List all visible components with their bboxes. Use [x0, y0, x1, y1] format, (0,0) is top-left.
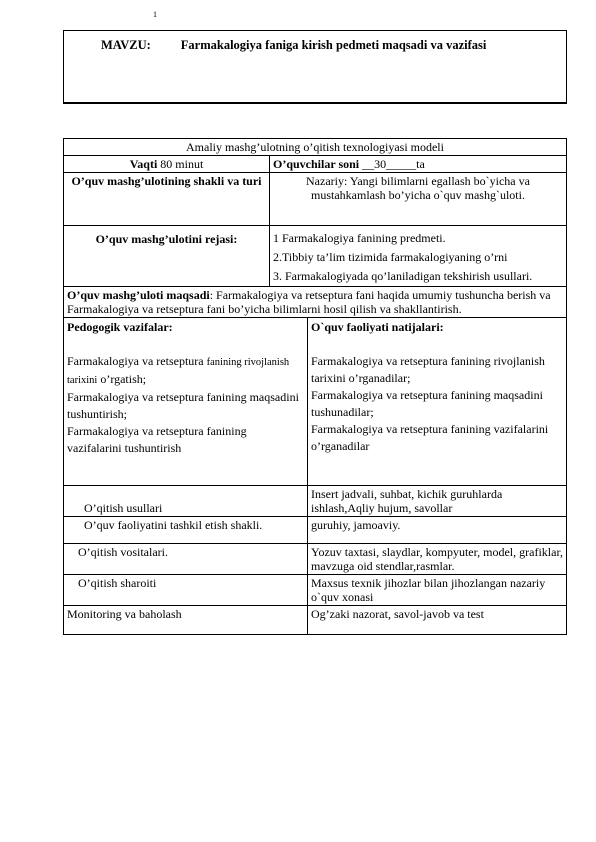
plan-list	[270, 226, 567, 287]
table-row	[64, 287, 567, 318]
table-row	[64, 318, 567, 486]
time-cell	[64, 156, 270, 173]
list-item: 1 Farmakalogiya fanining predmeti.	[273, 231, 446, 245]
page-number: 1	[153, 10, 157, 19]
table-row	[64, 606, 567, 635]
lesson-model-table	[63, 138, 567, 635]
table-row	[64, 575, 567, 606]
ped-tasks-label: Pedogogik vazifalar:	[67, 320, 173, 334]
type-label: O’quv mashg’ulotining shakli va turi	[64, 173, 270, 226]
row-label: Monitoring va baholash	[64, 606, 308, 635]
topic-label: MAVZU:	[101, 38, 151, 52]
list-item: 3. Farmakalogiyada qo’laniladigan tekshirish usullari.	[273, 269, 533, 283]
table-row	[64, 156, 567, 173]
plan-label: O’quv mashg’ulotini rejasi:	[64, 226, 270, 287]
row-value: Og’zaki nazorat, savol-javob va test	[308, 606, 567, 635]
row-value: Insert jadvali, suhbat, kichik guruhlarda ishlash,Aqliy hujum, savollar	[308, 486, 567, 517]
list-item: 2.Tibbiy ta’lim tizimida farmakalogiyaning o’rni	[273, 250, 508, 264]
model-title: Amaliy mashg’ulotning o’qitish texnologiyasi modeli	[64, 139, 567, 156]
ped-tasks-cell	[64, 318, 308, 486]
row-label: O’qitish vositalari.	[64, 544, 308, 575]
students-value: __30_____ta	[359, 157, 425, 171]
list-item: Farmakalogiya va retseptura fanining vazifalarini tushuntirish	[67, 424, 247, 455]
task-text: Farmakalogiya va retseptura	[67, 354, 207, 368]
task-text-small: fanining rivojlanish tarixini	[67, 357, 290, 386]
row-label: O’qitish sharoiti	[64, 575, 308, 606]
results-label: O`quv faoliyati natijalari:	[311, 320, 444, 334]
table-row	[64, 173, 567, 226]
list-item	[67, 353, 304, 389]
list-item: Farmakalogiya va retseptura fanining vazifalarini o’rganadilar	[311, 422, 549, 453]
students-label: O’quvchilar soni	[273, 157, 360, 171]
table-row	[64, 517, 567, 544]
goal-label: O’quv mashg’uloti maqsadi	[67, 288, 210, 302]
time-label: Vaqti	[129, 157, 158, 171]
table-row	[64, 139, 567, 156]
list-item: Farmakalogiya va retseptura fanining rivojlanish tarixini o’rganadilar;	[311, 354, 545, 385]
table-row	[64, 486, 567, 517]
row-value: Maxsus texnik jihozlar bilan jihozlangan nazariy o`quv xonasi	[308, 575, 567, 606]
task-text: o’rgatish;	[97, 372, 147, 386]
type-value: Nazariy: Yangi bilimlarni egallash bo`yicha va mustahkamlash bo’yicha o`quv mashg`uloti.	[270, 173, 567, 226]
goal-text: : Farmakalogiya va retseptura fani haqida umumiy tushuncha berish va Farmakalogiya va retseptura fani bo’yicha bilimlarni hosil qilish va shakllantirish.	[67, 288, 551, 316]
row-value: Yozuv taxtasi, slaydlar, kompyuter, model, grafiklar, mavzuga oid stendlar,rasmlar.	[308, 544, 567, 575]
row-label: O’quv faoliyatini tashkil etish shakli.	[64, 517, 308, 544]
list-item: Farmakalogiya va retseptura fanining maqsadini tushuntirish;	[67, 390, 299, 421]
table-row	[64, 226, 567, 287]
students-cell	[270, 156, 567, 173]
row-value: guruhiy, jamoaviy.	[308, 517, 567, 544]
table-row	[64, 544, 567, 575]
time-value: 80 minut	[157, 157, 204, 171]
list-item: Farmakalogiya va retseptura fanining maqsadini tushunadilar;	[311, 388, 543, 419]
row-label: O’qitish usullari	[64, 486, 308, 517]
topic-line	[101, 38, 486, 53]
topic-box	[63, 30, 567, 104]
topic-title: Farmakalogiya faniga kirish pedmeti maqsadi va vazifasi	[180, 38, 487, 52]
results-cell	[308, 318, 567, 486]
goal-cell	[64, 287, 567, 318]
